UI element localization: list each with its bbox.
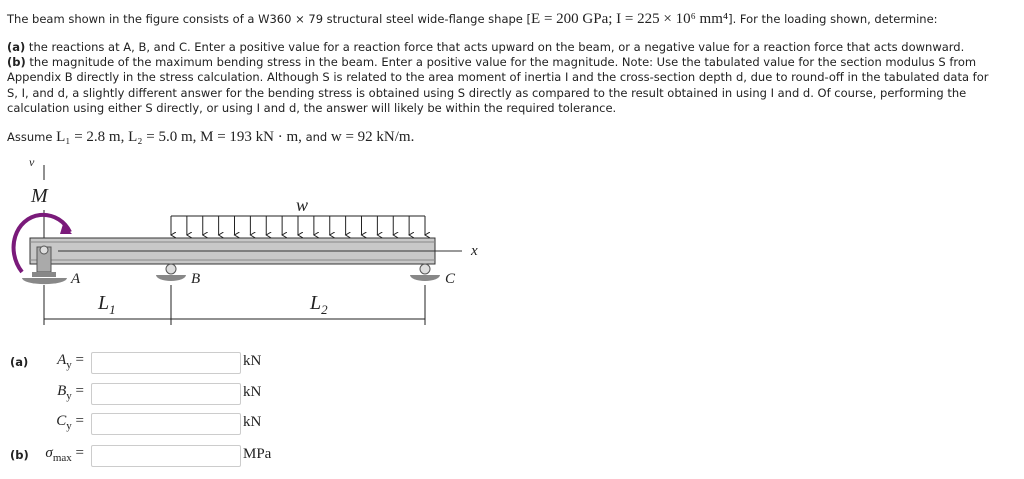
- assumptions: [7, 129, 414, 146]
- var-name: C: [56, 413, 67, 429]
- part-b-line4: calculation using either S directly, or using I and d, the answer will likely be within the required tolerance.: [7, 101, 617, 115]
- load-label: w: [296, 195, 309, 215]
- x-label: x: [471, 243, 478, 259]
- var-sub: y: [66, 359, 72, 371]
- part-b-line1: [7, 55, 976, 69]
- var-sub: y: [66, 420, 72, 432]
- part-a-text: [7, 40, 964, 54]
- var-name: σ: [45, 445, 53, 461]
- beam-figure: [0, 150, 500, 330]
- distributed-load: [171, 216, 425, 235]
- intro-text: The beam shown in the figure consists of a W360 × 79 structural steel wide-flange shape [: [7, 12, 532, 26]
- part-b-label: (b): [7, 55, 26, 69]
- equals: =: [75, 383, 84, 399]
- unit-label: kN: [243, 384, 262, 400]
- answer-input[interactable]: [91, 413, 241, 435]
- answer-label: [57, 352, 84, 371]
- part-b-line2: Appendix B directly in the stress calculation. Although S is related to the area moment of inertia I and the cross-section depth d, due to round-off in the tabulated data for: [7, 70, 989, 84]
- assume-label: Assume: [7, 130, 57, 144]
- support-a-label: A: [71, 271, 81, 287]
- answer-input[interactable]: [91, 383, 241, 405]
- var-sub: y: [66, 390, 72, 402]
- equals: =: [75, 352, 84, 368]
- var-name: A: [57, 352, 67, 368]
- l2-text: L: [310, 292, 322, 314]
- assume-values: L₁ = 2.8 m, L₂ = 5.0 m, M = 193 kN · m,: [56, 129, 302, 145]
- part-a-body: the reactions at A, B, and C. Enter a positive value for a reaction force that acts upward on the beam, or a negative value for a reaction force that acts downward.: [25, 40, 965, 54]
- roller-support-c: [410, 264, 440, 281]
- answer-label: [45, 445, 84, 464]
- moment-label: M: [31, 185, 48, 207]
- assume-w: w = 92 kN/m.: [330, 129, 415, 145]
- intro-math: E = 200 GPa; I = 225 × 10⁶ mm⁴: [531, 11, 729, 27]
- part-label: (a): [10, 355, 29, 369]
- support-b-label: B: [191, 271, 201, 287]
- part-label: (b): [10, 448, 29, 462]
- var-name: B: [57, 383, 67, 399]
- equals: =: [75, 445, 84, 461]
- part-a-label: (a): [7, 40, 26, 54]
- unit-label: kN: [243, 353, 262, 369]
- l2-label: [310, 292, 328, 318]
- unit-label: kN: [243, 414, 262, 430]
- answer-label: [56, 413, 84, 432]
- equals: =: [75, 413, 84, 429]
- part-b-line3: S, I, and d, a slightly different answer for the bending stress is obtained using S directly as compared to the result obtained in using I and d. Of course, performing the: [7, 86, 967, 100]
- l1-sub: 1: [109, 302, 116, 317]
- answer-input[interactable]: [91, 445, 241, 467]
- roller-support-b: [156, 264, 186, 281]
- answer-label: [57, 383, 84, 402]
- intro-text-end: ]. For the loading shown, determine:: [728, 12, 938, 26]
- l1-text: L: [98, 292, 110, 314]
- var-sub: max: [52, 452, 72, 464]
- v-label: v: [29, 155, 35, 169]
- l2-sub: 2: [321, 302, 328, 317]
- assume-and: and: [301, 130, 331, 144]
- l1-label: [98, 292, 116, 318]
- problem-intro: [7, 11, 938, 28]
- part-b-body: the magnitude of the maximum bending stress in the beam. Enter a positive value for the magnitude. Note: Use the tabulated value for the section modulus S from: [25, 55, 977, 69]
- answer-input[interactable]: [91, 352, 241, 374]
- support-c-label: C: [445, 271, 456, 287]
- unit-label: MPa: [243, 446, 272, 462]
